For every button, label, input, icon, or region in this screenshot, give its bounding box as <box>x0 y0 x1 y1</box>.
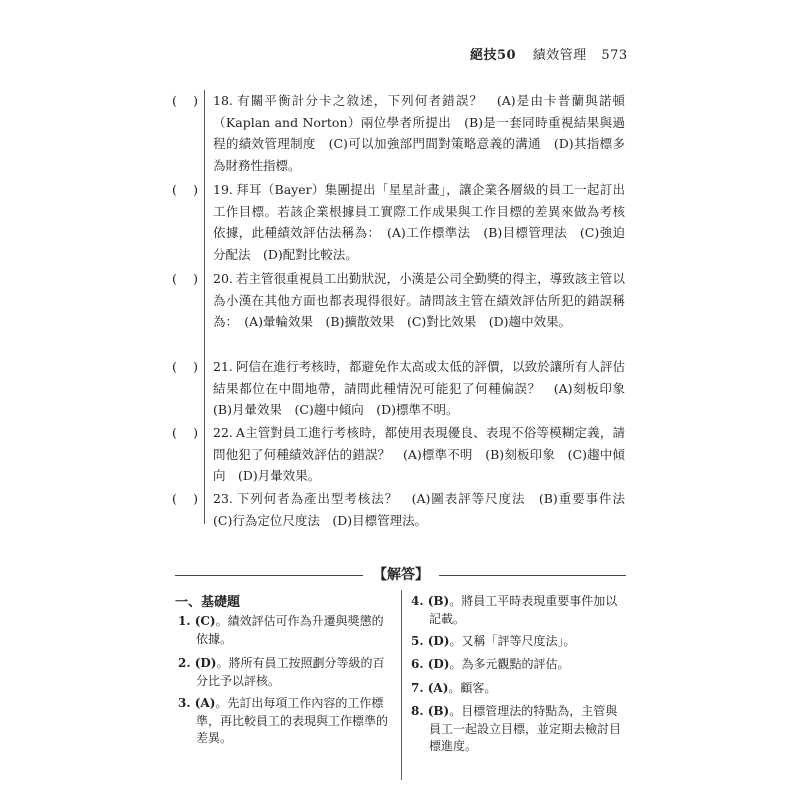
page-number: 573 <box>601 48 628 63</box>
rule-left <box>175 575 363 576</box>
paren-close: ) <box>193 93 198 108</box>
answer-blank <box>172 268 198 290</box>
question-body: 有關平衡計分卡之敘述，下列何者錯誤？ (A)是由卡普蘭與諾頓（Kaplan and Norton）兩位學者所提出 (B)是一套同時重視結果與過程的績效管理制度 (C)可以加強部門間對策略意義的溝通 (D)其指標多為財務性指標。 <box>213 93 625 173</box>
question-body: A主管對員工進行考核時，都使用表現優良、表現不俗等模糊定義，請問他犯了何種績效評估的錯誤？ (A)標準不明 (B)刻板印象 (C)趨中傾向 (D)月暈效果。 <box>213 425 625 483</box>
answer-number: 7. (A) <box>411 681 449 695</box>
paren-close: ) <box>193 491 198 506</box>
answer-item <box>178 695 390 748</box>
answer-item <box>411 593 627 628</box>
answer-number: 6. (D) <box>411 657 450 671</box>
answer-item <box>178 613 390 648</box>
answer-text: 。績效評估可作為升遷與獎懲的依據。 <box>196 614 384 646</box>
question-number: 19. <box>213 182 233 197</box>
paren-open: ( <box>172 425 177 440</box>
rule-right <box>439 575 626 576</box>
section-heading: 一、基礎題 <box>175 595 241 610</box>
paren-close: ) <box>193 182 198 197</box>
question-text <box>213 90 625 176</box>
answer-blank <box>172 356 198 378</box>
paren-open: ( <box>172 491 177 506</box>
question-text <box>213 422 625 487</box>
answer-text: 。將所有員工按照劃分等級的百分比予以評核。 <box>196 656 385 688</box>
answer-item <box>411 703 627 756</box>
answer-number: 3. (A) <box>178 696 216 710</box>
answer-item <box>411 656 627 674</box>
answer-item <box>178 655 390 690</box>
answers-title: 【解答】 <box>373 567 429 583</box>
paren-open: ( <box>172 271 177 286</box>
question-text <box>213 356 638 421</box>
question-body: 阿信在進行考核時，都避免作太高或太低的評價，以致於讓所有人評估結果都位在中間地帶，請問此種情況可能犯了何種偏誤？ (A)刻板印象 (B)月暈效果 (C)趨中傾向 (D)標準不明。 <box>213 359 638 417</box>
question-number: 18. <box>213 93 233 108</box>
answer-column-divider <box>204 90 205 524</box>
answer-number: 5. (D) <box>411 634 450 648</box>
question-body: 拜耳（Bayer）集團提出「星星計畫」，讓企業各層級的員工一起訂出工作目標。若該企業根據員工實際工作成果與工作目標的差異來做為考核依據，此種績效評估法稱為： (A)工作標準法 (B)目標管理法 (C)強迫分配法 (D)配對比較法。 <box>213 182 625 262</box>
question-text <box>213 488 638 531</box>
paren-open: ( <box>172 359 177 374</box>
section-label: 絕技50 <box>470 48 517 63</box>
answer-blank <box>172 488 198 510</box>
question-text <box>213 179 625 265</box>
answers-header <box>175 565 626 585</box>
question-number: 21. <box>213 359 233 374</box>
paren-close: ) <box>193 359 198 374</box>
paren-close: ) <box>193 425 198 440</box>
paren-open: ( <box>172 182 177 197</box>
answer-blank <box>172 179 198 201</box>
answer-blank <box>172 90 198 112</box>
answer-number: 8. (B) <box>411 704 450 718</box>
answer-item <box>411 680 627 698</box>
paren-close: ) <box>193 271 198 286</box>
column-divider <box>401 590 402 780</box>
question-number: 20. <box>213 271 233 286</box>
question-body: 下列何者為產出型考核法？ (A)圖表評等尺度法 (B)重要事件法 (C)行為定位尺度法 (D)目標管理法。 <box>213 491 638 528</box>
question-number: 22. <box>213 425 233 440</box>
answer-text: 。將員工平時表現重要事件加以記載。 <box>429 594 618 626</box>
answer-number: 2. (D) <box>178 656 217 670</box>
answer-number: 4. (B) <box>411 594 450 608</box>
answer-text: 。目標管理法的特點為，主管與員工一起設立目標，並定期去檢討目標進度。 <box>429 704 622 753</box>
answer-text: 。又稱「評等尺度法」。 <box>449 634 576 648</box>
answer-blank <box>172 422 198 444</box>
paren-open: ( <box>172 93 177 108</box>
question-body: 若主管很重視員工出勤狀況，小漢是公司全勤獎的得主，導致該主管以為小漢在其他方面也都表現得很好。請問該主管在績效評估所犯的錯誤稱為： (A)暈輪效果 (B)擴散效果 (C)對比效果 (D)趨中效果。 <box>213 271 625 329</box>
answer-item <box>411 633 627 651</box>
running-header <box>470 44 628 63</box>
question-number: 23. <box>213 491 233 506</box>
answer-number: 1. (C) <box>178 614 216 628</box>
topic-label: 績效管理 <box>532 48 587 63</box>
answer-text: 。先訂出每項工作內容的工作標準，再比較員工的表現與工作標準的差異。 <box>196 696 389 745</box>
answer-text: 。為多元觀點的評估。 <box>449 657 570 671</box>
answer-text: 。顧客。 <box>448 681 497 695</box>
question-text <box>213 268 625 333</box>
